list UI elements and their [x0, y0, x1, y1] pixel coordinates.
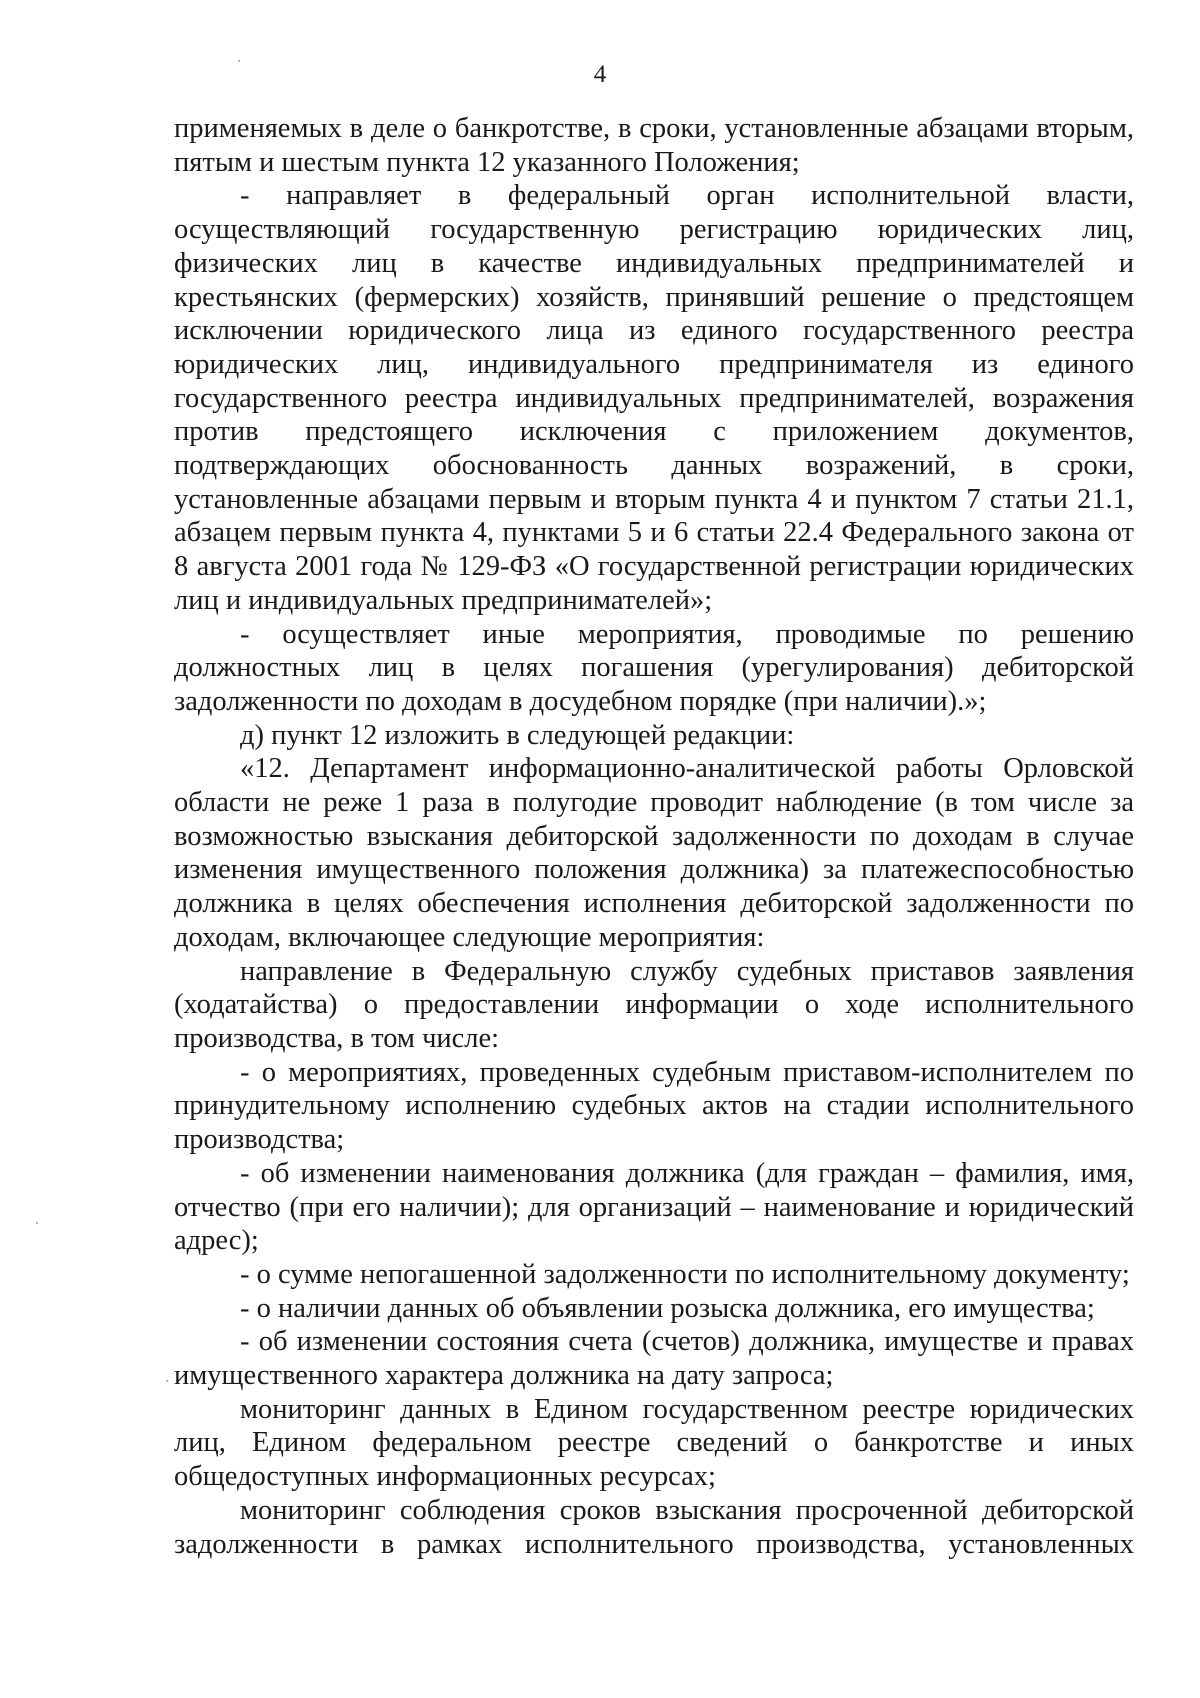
paragraph: - о сумме непогашенной задолженности по исполнительному документу;: [240, 1258, 1130, 1290]
paragraph: мониторинг данных в Едином государственном реестре юридических лиц, Едином федеральном реестре сведений о банкротстве и иных общедоступных информационных ресурсах;: [174, 1393, 1134, 1493]
paragraph: - направляет в федеральный орган исполнительной власти, осуществляющий государственную регистрацию юридических лиц, физических лиц в качестве индивидуальных предпринимателей и крестьянских (фермерских) хозяйств, принявший решение о предстоящем исключении юридического лица из единого государственного реестра юридических лиц, индивидуального предпринимателя из единого государственного реестра индивидуальных предпринимателей, возражения против предстоящего исключения с приложением документов, подтверждающих обоснованность данных возражений, в сроки, установленные абзацами первым и вторым пункта 4 и пунктом 7 статьи 21.1, абзацем первым пункта 4, пунктами 5 и 6 статьи 22.4 Федерального закона от 8 августа 2001 года № 129-ФЗ «О государственной регистрации юридических лиц и индивидуальных предпринимателей»;: [174, 180, 1134, 616]
paragraph: «12. Департамент информационно-аналитической работы Орловской области не реже 1 раза в полугодие проводит наблюдение (в том числе за возможностью взыскания дебиторской задолженности по доходам в случае изменения имущественного положения должника) за платежеспособностью должника в целях обеспечения исполнения дебиторской задолженности по доходам, включающее следующие мероприятия:: [174, 753, 1134, 953]
paragraph: д) пункт 12 изложить в следующей редакции:: [240, 719, 795, 751]
document-body: [174, 112, 1134, 1561]
paragraph: направление в Федеральную службу судебных приставов заявления (ходатайства) о предоставлении информации о ходе исполнительного производства, в том числе:: [174, 955, 1134, 1054]
paragraph: - о наличии данных об объявлении розыска должника, его имущества;: [240, 1292, 1095, 1324]
scan-speck: [166, 1380, 168, 1382]
scan-speck: [36, 1222, 38, 1224]
scan-speck: [238, 60, 240, 62]
paragraph: применяемых в деле о банкротстве, в сроки, установленные абзацами вторым, пятым и шестым пункта 12 указанного Положения;: [174, 113, 1134, 178]
page-number: 4: [593, 61, 607, 88]
paragraph: мониторинг соблюдения сроков взыскания просроченной дебиторской задолженности в рамках исполнительного производства, установленных: [174, 1494, 1134, 1560]
paragraph: - осуществляет иные мероприятия, проводимые по решению должностных лиц в целях погашения (урегулирования) дебиторской задолженности по доходам в досудебном порядке (при наличии).»;: [174, 618, 1134, 717]
paragraph: - об изменении наименования должника (для граждан – фамилия, имя, отчество (при его наличии); для организаций – наименование и юридический адрес);: [174, 1157, 1134, 1257]
paragraph: - об изменении состояния счета (счетов) должника, имуществе и правах имущественного характера должника на дату запроса;: [174, 1326, 1134, 1392]
paragraph: - о мероприятиях, проведенных судебным приставом-исполнителем по принудительному исполнению судебных актов на стадии исполнительного производства;: [174, 1056, 1134, 1156]
